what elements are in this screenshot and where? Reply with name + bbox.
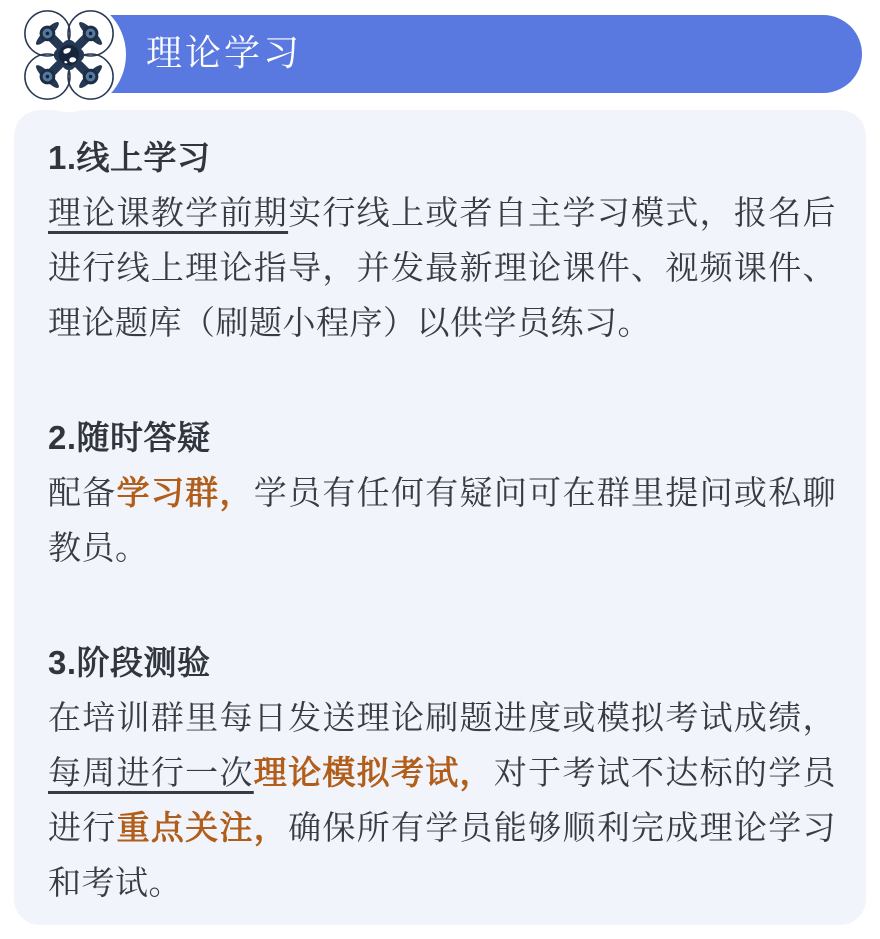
section: [48, 635, 836, 910]
text-segment-normal: 学员有任何有疑问可在群里提问或私聊教员。: [48, 474, 837, 566]
text-segment-normal: 确保所有学员能够顺利完成理论学习和考试。: [48, 809, 837, 901]
drone-badge: [11, 0, 126, 112]
text-segment-accent: 重点关注，: [116, 809, 289, 846]
text-segment-normal: 配备: [48, 474, 117, 511]
sections: [48, 130, 836, 910]
section-paragraph: [48, 690, 836, 910]
section-heading: 2.随时答疑: [48, 419, 211, 456]
section-heading: 1.线上学习: [48, 139, 211, 176]
section: [48, 410, 836, 575]
content-card: [14, 110, 866, 925]
text-segment-normal: 实行线上或者自主学习模式，报名后进行线上理论指导，并发最新理论课件、视频课件、理论题库（刷题小程序）以供学员练习。: [48, 194, 837, 341]
section: [48, 130, 836, 350]
text-segment-accent: 理论模拟考试，: [253, 754, 494, 791]
text-segment-underline: 每周进行一次: [48, 754, 254, 791]
text-segment-normal: 对于考试不达标的学员进行: [48, 754, 837, 846]
section-paragraph: [48, 465, 836, 575]
text-segment-accent: 学习群，: [116, 474, 254, 511]
section-banner: [106, 15, 862, 93]
text-segment-normal: 在培训群里每日发送理论刷题进度或模拟考试成绩，: [48, 699, 836, 736]
drone-icon: [20, 6, 118, 104]
section-heading: 3.阶段测验: [48, 644, 211, 681]
text-segment-underline: 理论课教学前期: [48, 194, 289, 231]
section-paragraph: [48, 185, 836, 350]
banner-title: 理论学习: [146, 32, 303, 73]
